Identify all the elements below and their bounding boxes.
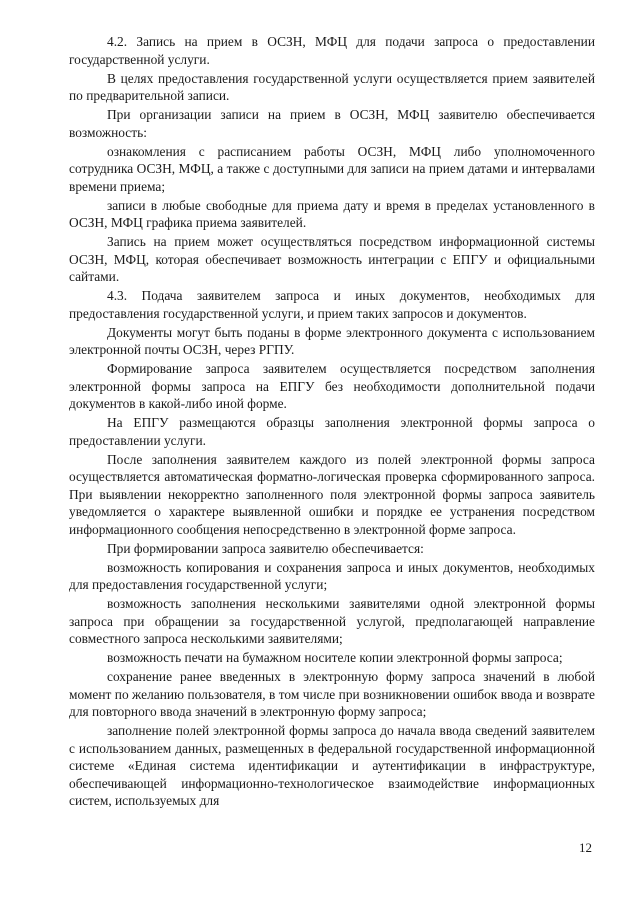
- document-page: [69, 33, 595, 811]
- paragraph-4-3-heading: 4.3. Подача заявителем запроса и иных документов, необходимых для предоставления государственной услуги, и прием таких запросов и документов.: [69, 288, 595, 321]
- paragraph: После заполнения заявителем каждого из полей электронной формы запроса осуществляется автоматическая форматно-логическая проверка сформированного запроса. При выявлении некорректно заполненного поля электронной формы запроса заявитель уведомляется о характере выявленной ошибки и порядке ее устранения посредством информационного сообщения непосредственно в электронной форме запроса.: [69, 451, 595, 537]
- list-item: ознакомления с расписанием работы ОСЗН, МФЦ либо уполномоченного сотрудника ОСЗН, МФЦ, а также с доступными для записи на прием датами и интервалами времени приема;: [69, 143, 595, 194]
- list-item: заполнение полей электронной формы запроса до начала ввода сведений заявителем с использованием данных, размещенных в федеральной государственной информационной системе «Единая система идентификации и аутентификации в инфраструктуре, обеспечивающей информационно-технологическое взаимодействие информационных систем, используемых для: [69, 723, 595, 808]
- paragraph: Формирование запроса заявителем осуществляется посредством заполнения электронной формы запроса на ЕПГУ без необходимости дополнительной подачи документов в какой-либо иной форме.: [69, 361, 595, 411]
- page-number: 12: [579, 840, 592, 855]
- paragraph: В целях предоставления государственной услуги осуществляется прием заявителей по предварительной записи.: [69, 70, 595, 103]
- list-item: возможность копирования и сохранения запроса и иных документов, необходимых для предоставления государственной услуги;: [69, 559, 595, 592]
- list-item: возможность печати на бумажном носителе копии электронной формы запроса;: [107, 650, 563, 665]
- list-item: записи в любые свободные для приема дату и время в пределах установленного в ОСЗН, МФЦ графика приема заявителей.: [69, 197, 595, 230]
- list-item: возможность заполнения несколькими заявителями одной электронной формы запроса при обращении за государственной услугой, предполагающей направление совместного запроса несколькими заявителями;: [69, 596, 595, 646]
- paragraph: На ЕПГУ размещаются образцы заполнения электронной формы запроса о предоставлении услуги.: [69, 415, 595, 448]
- paragraph: Запись на прием может осуществляться посредством информационной системы ОСЗН, МФЦ, которая обеспечивает возможность интеграции с ЕПГУ и официальными сайтами.: [69, 234, 595, 284]
- paragraph: При организации записи на прием в ОСЗН, МФЦ заявителю обеспечивается возможность:: [69, 107, 595, 140]
- paragraph: При формировании запроса заявителю обеспечивается:: [107, 540, 424, 556]
- paragraph: Документы могут быть поданы в форме электронного документа с использованием электронной почты ОСЗН, через РГПУ.: [69, 324, 595, 357]
- list-item: сохранение ранее введенных в электронную форму запроса значений в любой момент по желанию пользователя, в том числе при возникновении ошибок ввода и возврате для повторного ввода значений в электронную форму запроса;: [69, 669, 595, 719]
- paragraph-4-2-heading: 4.2. Запись на прием в ОСЗН, МФЦ для подачи запроса о предоставлении государственной услуги.: [69, 34, 595, 67]
